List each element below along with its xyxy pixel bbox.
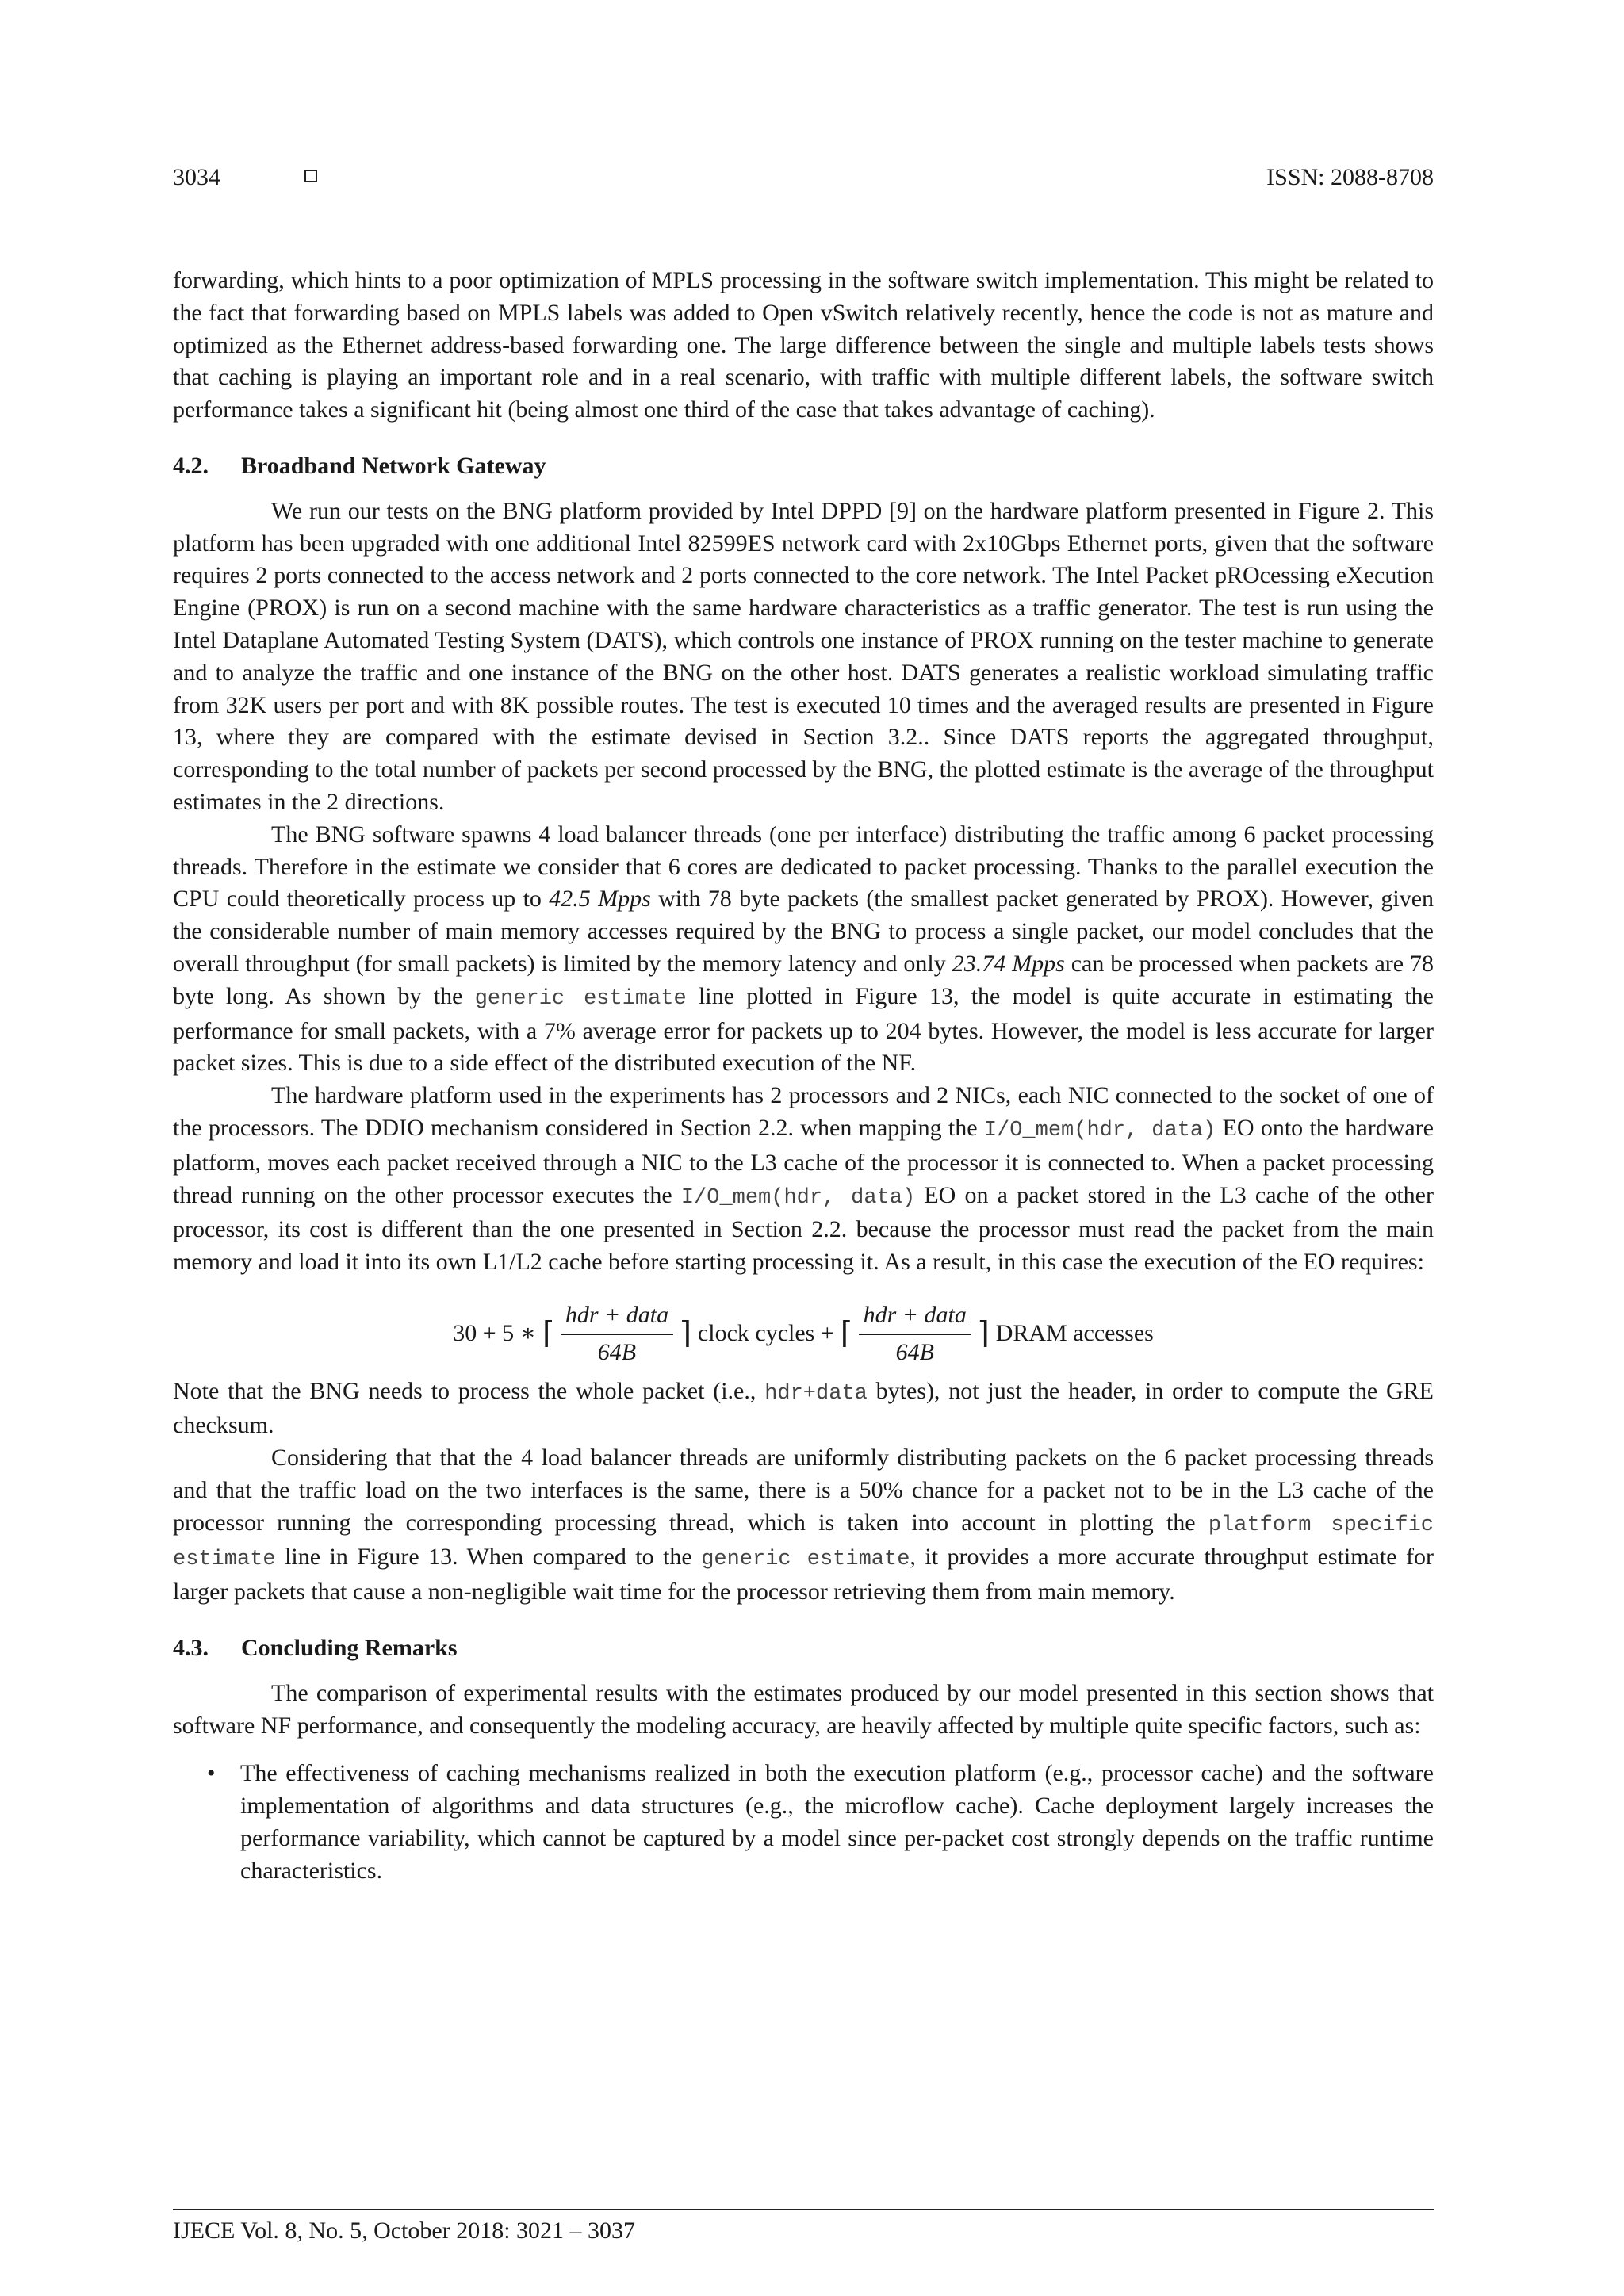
body-text [173,265,1434,1888]
text-run: with 78 byte packets (the smallest packet generated by PROX). However, given the considerable number of main memory accesses required by the BNG to process a single packet, our model concludes that the overall throughput (for small packets) is limited by the memory latency and only [173,886,1434,977]
paragraph [173,1442,1434,1609]
code-term: generic estimate [474,986,687,1011]
paragraph [173,1080,1434,1279]
paragraph: forwarding, which hints to a poor optimization of MPLS processing in the software switch implementation. This might be related to the fact that forwarding based on MPLS labels was added to Open vSwitch relatively recently, hence the code is not as mature and optimized as the Ethernet address-based forwarding one. The large difference between the single and multiple labels tests shows that caching is playing an important role and in a real scenario, with traffic with multiple different labels, the software switch performance takes a significant hit (being almost one third of the case that takes advantage of caching). [173,267,1434,423]
footer-rule [173,2209,1434,2210]
text-run: line plotted in Figure 13, the model is quite accurate in estimating the performance for small packets, with a 7% average error for packets up to 204 bytes. However, the model is less accurate for larger packet sizes. This is due to a side effect of the distributed execution of the NF. [173,982,1434,1077]
fraction [561,1299,673,1369]
text-run: Considering that that the 4 load balancer threads are uniformly distributing packets on the 6 packet processing threads and that the traffic load on the two interfaces is the same, there is a 50% chance for a packet not to be in the L3 cache of the processor running the corresponding processing thread, which is taken into account in plotting the [173,1445,1434,1536]
equation-term: DRAM accesses [995,1320,1154,1347]
fraction [859,1299,971,1369]
paragraph: The comparison of experimental results with the estimates produced by our model presented in this section shows that software NF performance, and consequently the modeling accuracy, are heavily affected by multiple quite specific factors, such as: [173,1679,1434,1739]
text-run: , it provides a more accurate throughput estimate for larger packets that cause a non-negligible wait time for the processor retrieving them from main memory. [173,1544,1434,1605]
text-run: EO on a packet stored in the L3 cache of the other processor, its cost is different than the one presented in Section 2.2. because the processor must read the packet from the main memory and load it into its own L1/L2 cache before starting processing it. As a result, in this case the execution of the EO requires: [173,1181,1434,1276]
section-heading-4-3 [173,1632,1434,1665]
page [173,0,1434,2296]
section-number: 4.2. [173,452,209,479]
code-term: I/O_mem(hdr, data) [983,1118,1216,1142]
section-heading-4-2 [173,450,1434,483]
text-run: EO onto the hardware platform, moves each packet received through a NIC to the L3 cache of the processor it is connected to. When a packet processing thread running on the other processor executes the [173,1114,1434,1208]
text-run: bytes), not just the header, in order to compute the GRE checksum. [173,1377,1434,1439]
equation-term: 30 + 5 ∗ [453,1320,536,1347]
italic-value: 42.5 Mpps [549,886,651,913]
code-term: generic estimate [701,1548,910,1572]
section-number: 4.3. [173,1635,209,1662]
code-term: platform specific estimate [173,1513,1434,1572]
section-title: Concluding Remarks [241,1635,458,1662]
code-term: I/O_mem(hdr, data) [680,1185,916,1210]
page-number: 3034 [173,164,220,190]
ceil-right: ⌉ [680,1317,691,1351]
ceil-left: ⌈ [542,1317,554,1351]
square-icon [304,170,317,182]
ceil-left: ⌈ [840,1317,852,1351]
footer: IJECE Vol. 8, No. 5, October 2018: 3021 – 3037 [173,2218,636,2244]
equation-term: clock cycles + [697,1320,834,1347]
denominator: 64B [895,1338,934,1365]
text-run: The BNG software spawns 4 load balancer threads (one per interface) distributing the traffic among 6 packet processing threads. Therefore in the estimate we consider that 6 cores are dedicated to packet processing. Thanks to the parallel execution the CPU could theoretically process up to [173,821,1434,913]
list-item: • The effectiveness of caching mechanisms realized in both the execution platform (e.g., processor cache) and the software implementation of algorithms and data structures (e.g., the microflow cache). Cache deployment largely increases the performance variability, which cannot be captured by a model since per-packet cost strongly depends on the traffic runtime characteristics. [240,1758,1434,1887]
issn: ISSN: 2088-8708 [1266,164,1434,190]
text-run: line in Figure 13. When compared to the [275,1544,702,1571]
paragraph: We run our tests on the BNG platform provided by Intel DPPD [9] on the hardware platform presented in Figure 2. This platform has been upgraded with one additional Intel 82599ES network card with 2x10Gbps Ethernet ports, given that the software requires 2 ports connected to the access network and 2 ports connected to the core network. The Intel Packet pROcessing eXecution Engine (PROX) is run on a second machine with the same hardware characteristics as a traffic generator. The test is run using the Intel Dataplane Automated Testing System (DATS), which controls one instance of PROX running on the tester machine to generate and to analyze the traffic and one instance of the BNG on the other host. DATS generates a realistic workload simulating traffic from 32K users per port and with 8K possible routes. The test is executed 10 times and the averaged results are presented in Figure 13, where they are compared with the estimate devised in Section 3.2.. Since DATS reports the aggregated throughput, corresponding to the total number of packets per second processed by the BNG, the plotted estimate is the average of the throughput estimates in the 2 directions. [173,497,1434,815]
numerator: hdr + data [859,1299,971,1335]
text-run: can be processed when packets are 78 byte long. As shown by the [173,950,1434,1009]
denominator: 64B [597,1338,637,1365]
paragraph [173,819,1434,1080]
ceil-right: ⌉ [977,1317,990,1351]
equation [173,1299,1434,1369]
text-run: Note that the BNG needs to process the whole packet (i.e., [173,1377,765,1404]
italic-value: 23.74 Mpps [952,950,1065,977]
numerator: hdr + data [561,1299,673,1335]
bullet-list [173,1758,1434,1887]
code-term: hdr+data [764,1381,868,1406]
paragraph [173,1376,1434,1443]
text-run: The hardware platform used in the experiments has 2 processors and 2 NICs, each NIC connected to the socket of one of the processors. The DDIO mechanism considered in Section 2.2. when mapping the [173,1082,1434,1141]
section-title: Broadband Network Gateway [241,452,546,479]
